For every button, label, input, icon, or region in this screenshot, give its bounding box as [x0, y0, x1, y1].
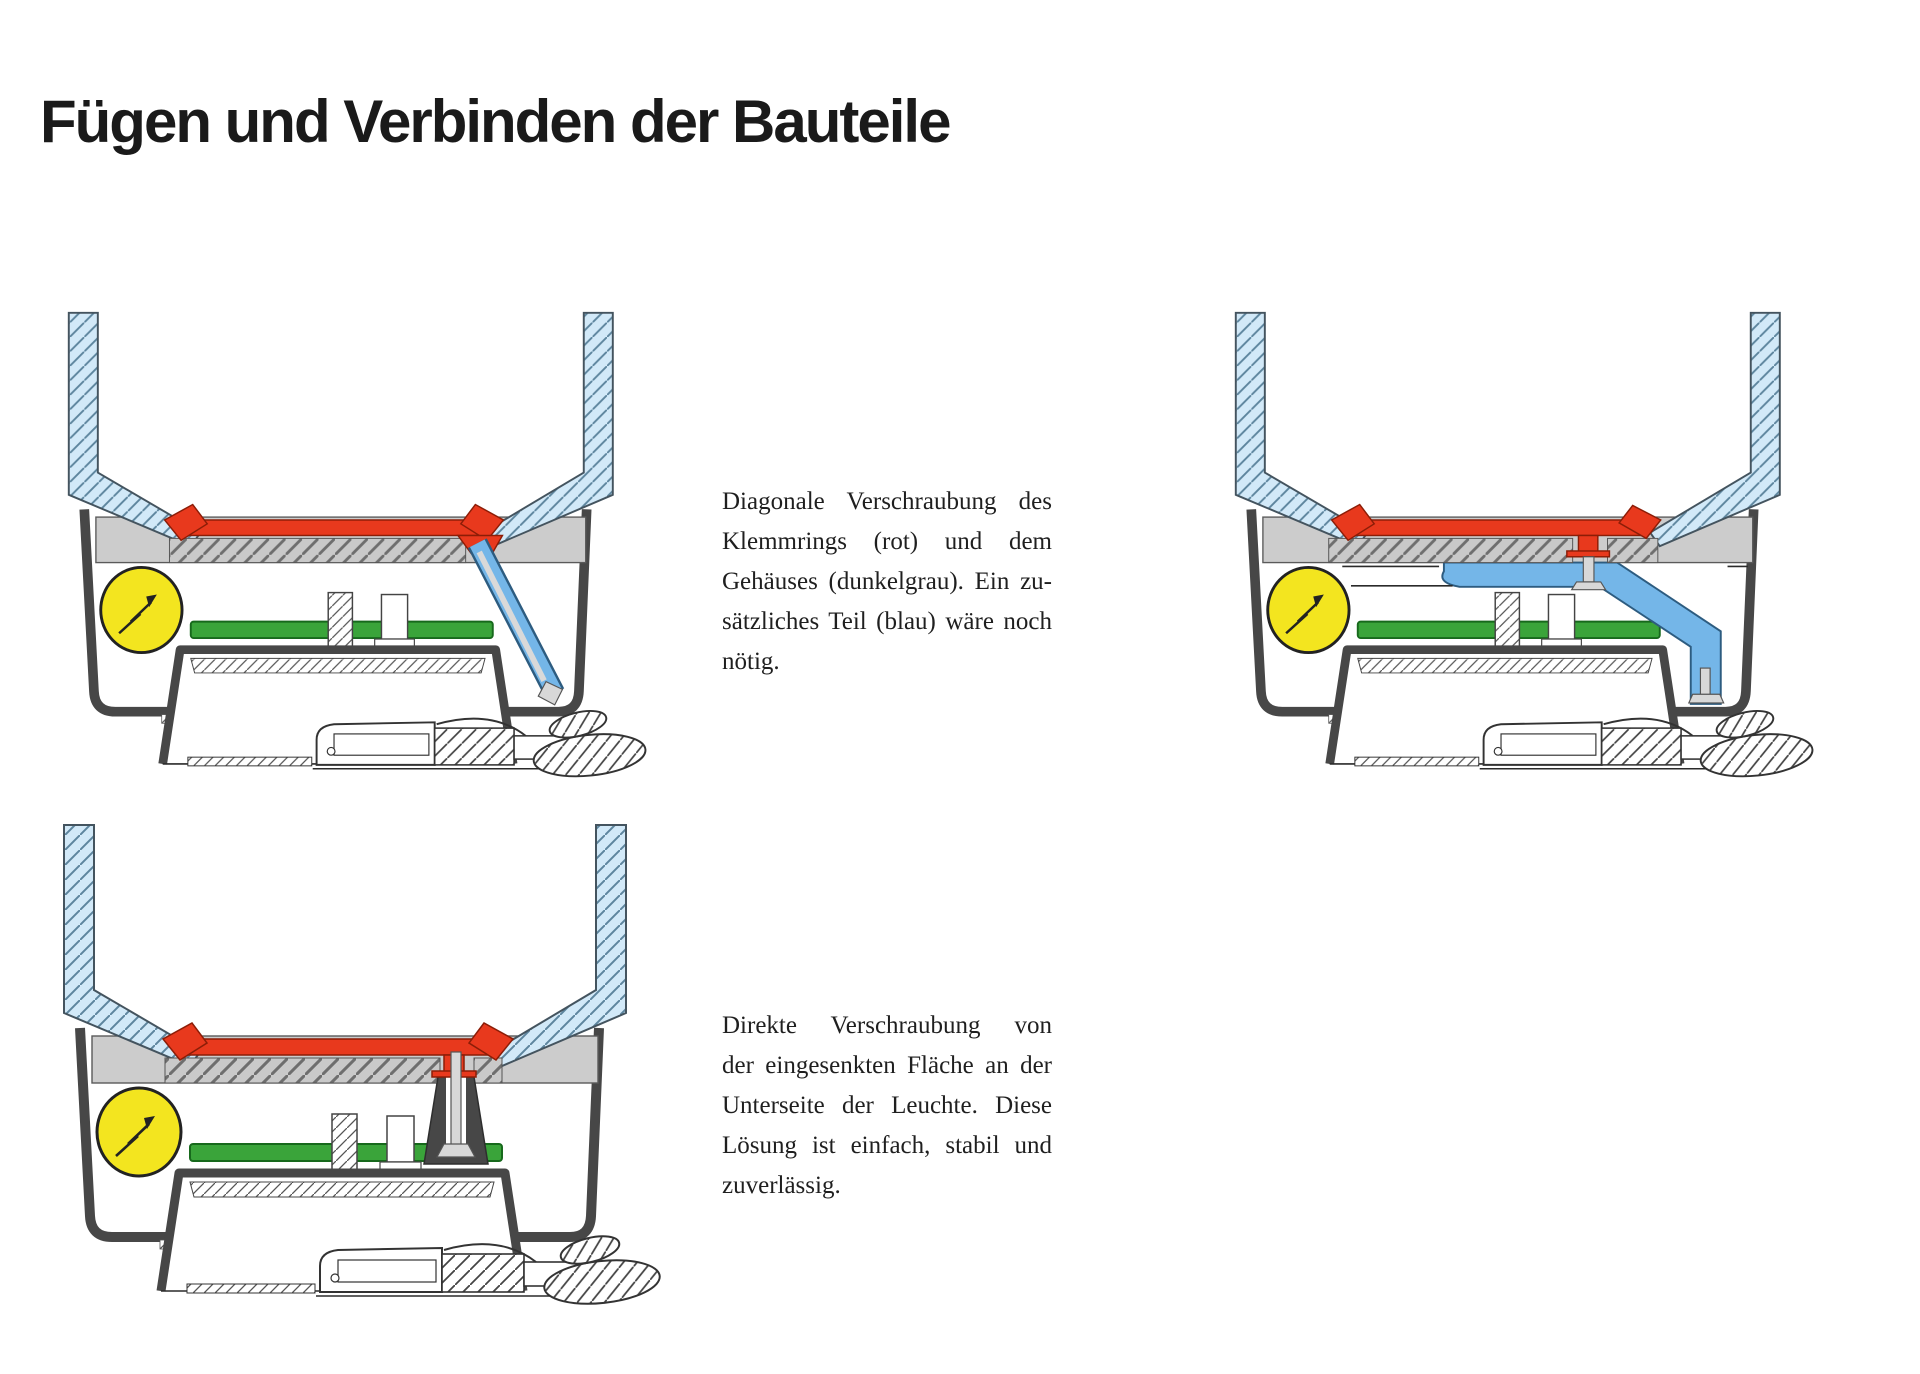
caption-line: Diagonale Verschraubung des [722, 488, 1052, 515]
caption-line: Lösung ist einfach, stabil und [722, 1132, 1052, 1159]
caption-line: sätzliches Teil (blau) wäre noch [722, 608, 1052, 635]
page-title: Fügen und Verbinden der Bauteile [40, 88, 950, 156]
caption-line: Direkte Verschraubung von [722, 1012, 1052, 1039]
caption-line: Unterseite der Leuchte. Diese [722, 1092, 1052, 1119]
plate-hatch [169, 538, 465, 562]
caption-line: der eingesenkten Fläche an der [722, 1052, 1052, 1079]
caption-line: Klemmrings (rot) und dem [722, 528, 1052, 555]
caption-line: nötig. [722, 648, 780, 675]
caption-direkte-verschraubung [722, 1006, 1052, 1206]
caption-line: zuverlässig. [722, 1172, 841, 1199]
figure-direkte-verschraubung [50, 820, 690, 1320]
figure-diagonale-verschraubung [55, 308, 675, 792]
figure-zusatzteil-blau [1222, 308, 1842, 792]
caption-diagonale-verschraubung [722, 482, 1052, 682]
caption-line: Gehäuses (dunkelgrau). Ein zu- [722, 568, 1052, 595]
